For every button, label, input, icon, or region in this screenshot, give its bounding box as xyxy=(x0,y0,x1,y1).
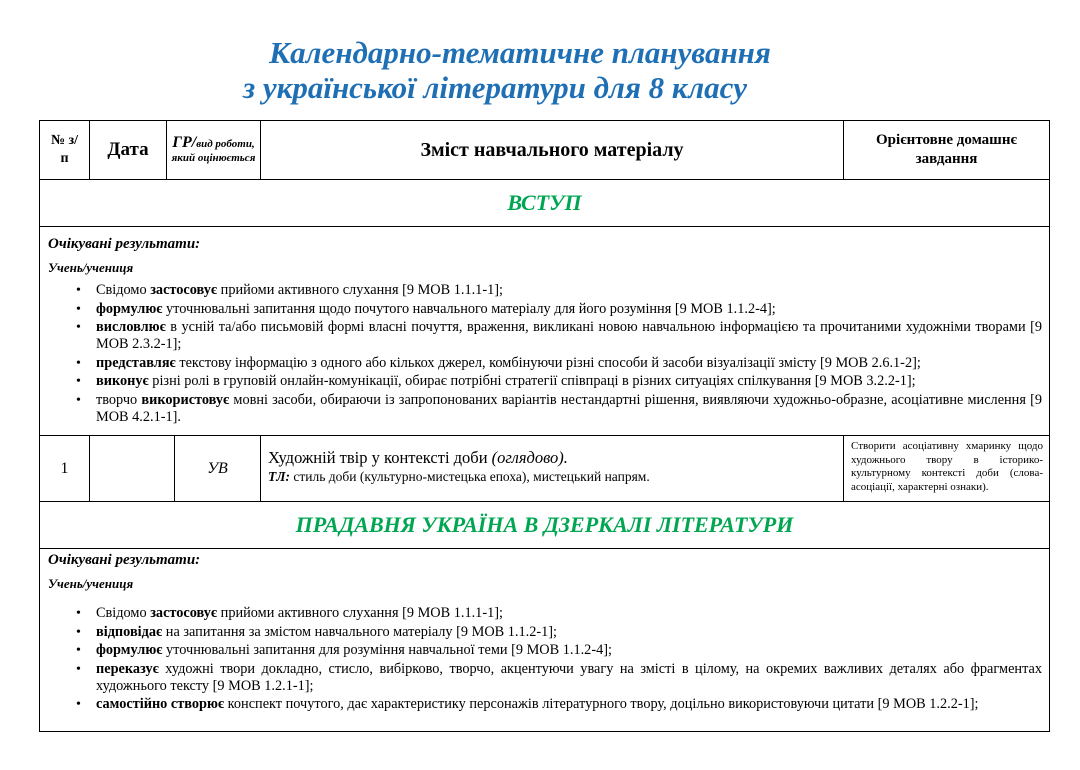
section-ancient-title: ПРАДАВНЯ УКРАЇНА В ДЗЕРКАЛІ ЛІТЕРАТУРИ xyxy=(295,512,794,537)
header-number: № з/п xyxy=(50,133,79,166)
outcomes-heading: Очікувані результати: xyxy=(48,236,201,252)
section-intro-title: ВСТУП xyxy=(507,190,582,215)
tl-label: ТЛ: xyxy=(268,469,291,484)
lesson-homework: Створити асоціативну хмаринку щодо художнього твору в історико-культурному контексті доби (слова-асоціації, характерні ознаки). xyxy=(843,436,1049,501)
list-item: • представляє текстову інформацію з одного або кількох джерел, комбінуючи різні способи й засоби візуалізації змісту [9 МОВ 2.6.1-2]; xyxy=(96,355,1042,372)
lesson-number: 1 xyxy=(60,459,69,477)
planning-table xyxy=(39,120,1050,732)
outcomes-heading: Очікувані результати: xyxy=(48,552,201,568)
lesson-topic-note: (оглядово). xyxy=(491,448,568,467)
document-title-line2: з української літератури для 8 класу xyxy=(243,70,747,105)
section-intro-row xyxy=(40,179,1049,226)
student-label: Учень/учениця xyxy=(48,576,134,591)
header-content: Зміст навчального матеріалу xyxy=(260,121,843,179)
list-item: • відповідає на запитання за змістом навчального матеріалу [9 МОВ 1.1.2-1]; xyxy=(96,624,1042,641)
lesson-date xyxy=(89,436,174,501)
list-item: • Свідомо застосовує прийоми активного слухання [9 МОВ 1.1.1-1]; xyxy=(96,605,1042,622)
list-item: • Свідомо застосовує прийоми активного слухання [9 МОВ 1.1.1-1]; xyxy=(96,282,1042,299)
list-item: • формулює уточнювальні запитання для розуміння навчальної теми [9 МОВ 1.1.2-4]; xyxy=(96,642,1042,659)
list-item: • виконує різні ролі в груповій онлайн-комунікації, обирає потрібні стратегії співпраці в різних ситуаціях спілкування [9 МОВ 3.2.2-1]; xyxy=(96,373,1042,390)
lesson-content xyxy=(260,436,843,501)
list-item: • висловлює в усній та/або письмовій формі власні почуття, враження, викликані новою навчальною інформацією та прочитаними художніми творами [9 МОВ 2.3.2-1]; xyxy=(96,319,1042,353)
tl-text: стиль доби (культурно-мистецька епоха), мистецький напрям. xyxy=(290,469,650,484)
outcomes-list xyxy=(48,605,1042,713)
header-gr: ГР/вид роботи, який оцінюється xyxy=(166,121,260,179)
document-title-line1: Календарно-тематичне планування xyxy=(269,35,771,70)
lesson-topic: Художній твір у контексті доби xyxy=(268,448,492,467)
table-header-row xyxy=(40,120,1049,179)
list-item: • творчо використовує мовні засоби, обираючи із запропонованих варіантів нестандартні рішення, виявляючи художньо-образне, асоціативне мислення [9 МОВ 4.2.1-1]. xyxy=(96,392,1042,426)
section-ancient-row xyxy=(40,501,1049,548)
list-item: • самостійно створює конспект почутого, дає характеристику персонажів літературного твору, доцільно використовуючи цитати [9 МОВ 1.2.2-1]; xyxy=(96,696,1042,713)
lesson-gr: УВ xyxy=(174,436,260,501)
section-intro-outcomes xyxy=(40,226,1049,435)
header-date: Дата xyxy=(89,121,166,179)
header-homework: Орієнтовне домашнє завдання xyxy=(843,121,1049,179)
outcomes-list xyxy=(48,282,1042,426)
list-item: • формулює уточнювальні запитання щодо почутого навчального матеріалу для його розуміння [9 МОВ 1.1.2-4]; xyxy=(96,301,1042,318)
list-item: • переказує художні твори докладно, стисло, вибірково, творчо, акцентуючи увагу на змісті в цілому, на окремих важливих деталях або фрагментах художнього тексту [9 МОВ 1.2.1-1]; xyxy=(96,661,1042,695)
section-ancient-outcomes xyxy=(40,548,1049,732)
lesson-row-1 xyxy=(40,435,1049,501)
student-label: Учень/учениця xyxy=(48,260,134,275)
